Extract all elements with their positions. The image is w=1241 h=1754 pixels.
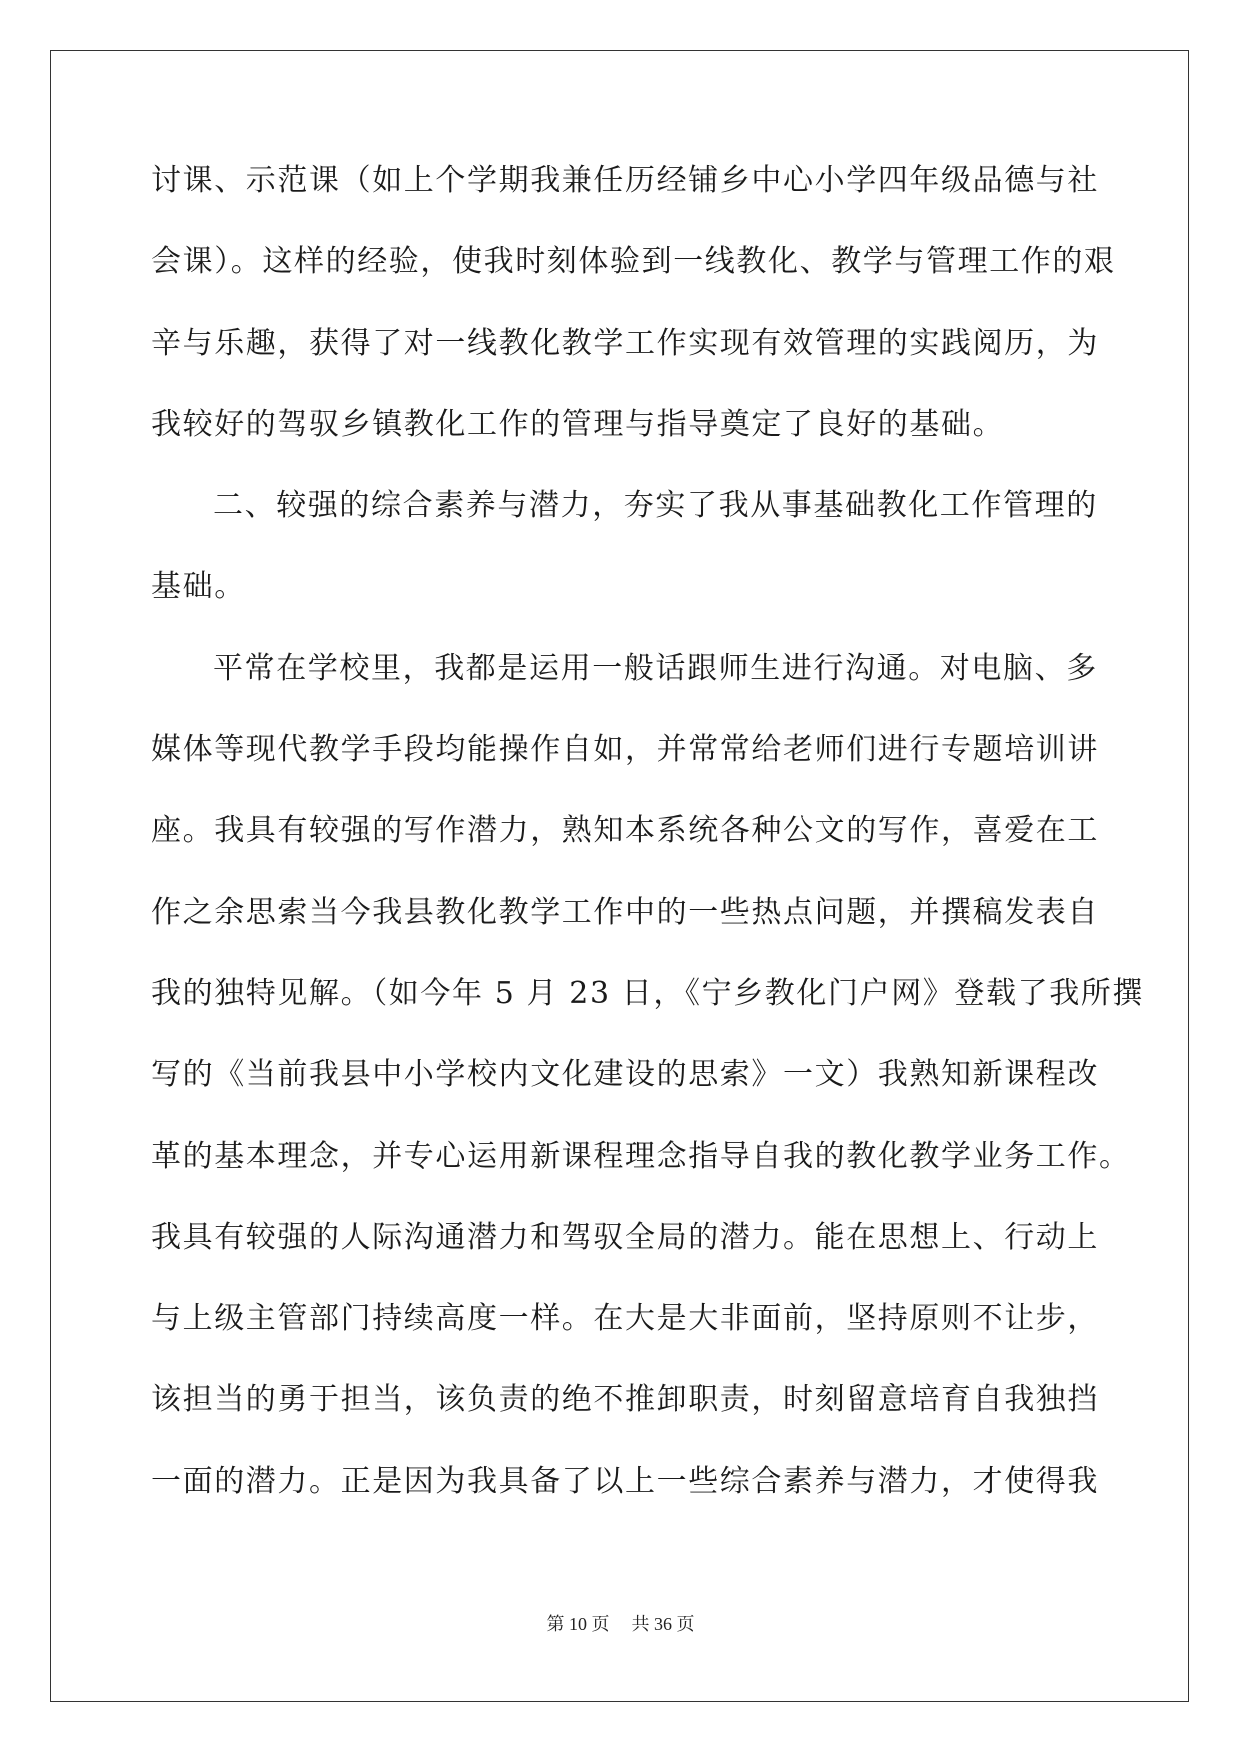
document-body xyxy=(151,162,1145,1544)
text-line: 我较好的驾驭乡镇教化工作的管理与指导奠定了良好的基础。 xyxy=(151,406,1005,442)
page-total: 共 36 页 xyxy=(631,1614,695,1634)
text-line: 写的《当前我县中小学校内文化建设的思索》一文）我熟知新课程改 xyxy=(151,1057,1099,1093)
text-line: 媒体等现代教学手段均能操作自如，并常常给老师们进行专题培训讲 xyxy=(151,732,1099,768)
text-line: 辛与乐趣，获得了对一线教化教学工作实现有效管理的实践阅历，为 xyxy=(151,325,1099,361)
text-line: 该担当的勇于担当，该负责的绝不推卸职责，时刻留意培育自我独挡 xyxy=(151,1382,1099,1418)
text-line: 二、较强的综合素养与潜力，夯实了我从事基础教化工作管理的 xyxy=(213,488,1098,524)
text-line: 一面的潜力。正是因为我具备了以上一些综合素养与潜力，才使得我 xyxy=(151,1463,1099,1499)
page-footer xyxy=(0,1610,1241,1636)
text-line: 我具有较强的人际沟通潜力和驾驭全局的潜力。能在思想上、行动上 xyxy=(151,1219,1099,1255)
text-line: 基础。 xyxy=(151,569,246,605)
page-number: 第 10 页 xyxy=(546,1614,610,1634)
text-line: 座。我具有较强的写作潜力，熟知本系统各种公文的写作，喜爱在工 xyxy=(151,813,1099,849)
text-line: 与上级主管部门持续高度一样。在大是大非面前，坚持原则不让步， xyxy=(151,1301,1099,1337)
text-line: 我的独特见解。（如今年 5 月 23 日，《宁乡教化门户网》登载了我所撰 xyxy=(151,975,1145,1011)
text-line: 革的基本理念，并专心运用新课程理念指导自我的教化教学业务工作。 xyxy=(151,1138,1131,1174)
text-line: 讨课、示范课（如上个学期我兼任历经铺乡中心小学四年级品德与社 xyxy=(151,163,1099,198)
text-line: 作之余思索当今我县教化教学工作中的一些热点问题，并撰稿发表自 xyxy=(151,894,1099,930)
text-line: 平常在学校里，我都是运用一般话跟师生进行沟通。对电脑、多 xyxy=(213,650,1098,686)
text-line: 会课）。这样的经验，使我时刻体验到一线教化、教学与管理工作的艰 xyxy=(151,244,1116,280)
